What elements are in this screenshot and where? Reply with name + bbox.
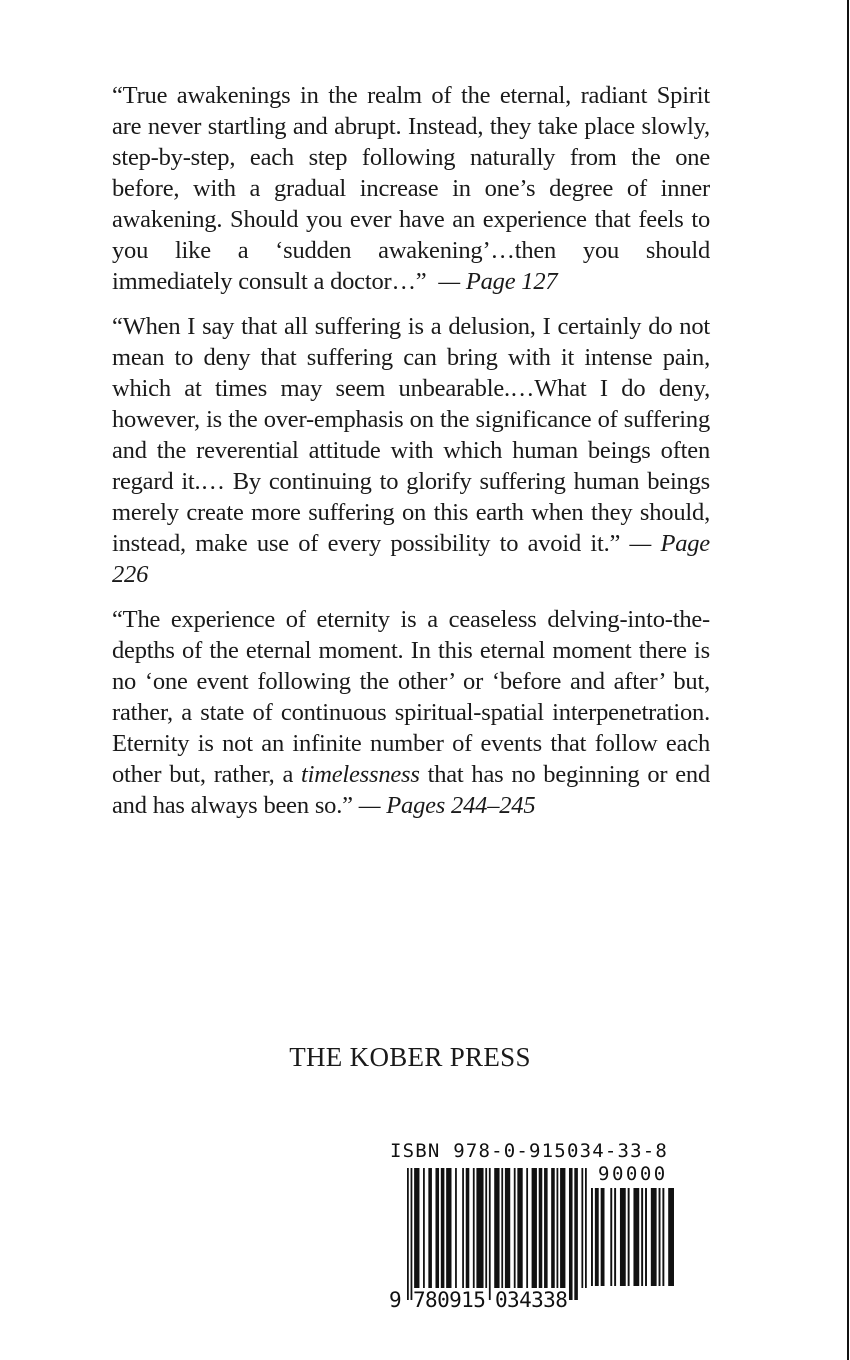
barcode-bar: [407, 1168, 409, 1300]
barcode-bar: [610, 1188, 612, 1286]
barcode-bar: [494, 1168, 499, 1288]
barcode-bar: [595, 1188, 599, 1286]
barcode-bar: [532, 1168, 537, 1288]
quote-3-citation: — Pages 244–245: [358, 792, 536, 819]
barcode-bar: [591, 1188, 593, 1286]
barcode-bar: [551, 1168, 555, 1288]
barcode-bar: [517, 1168, 522, 1288]
barcode-bar: [614, 1188, 616, 1286]
barcode-bar: [560, 1168, 565, 1288]
barcode-bar: [455, 1168, 457, 1288]
barcode-main-bars: [407, 1168, 587, 1300]
barcode-bar: [659, 1188, 661, 1286]
barcode-addon-digits: 90000: [598, 1163, 668, 1185]
barcode-bar: [446, 1168, 451, 1288]
barcode-bar: [485, 1168, 487, 1288]
barcode-right-digits: 034338: [495, 1288, 568, 1312]
barcode-bar: [501, 1168, 503, 1288]
barcode-bar: [581, 1168, 583, 1288]
barcode-bar: [435, 1168, 439, 1288]
barcode-bar: [585, 1168, 587, 1288]
barcode-bar: [473, 1168, 475, 1288]
barcode-bar: [414, 1168, 419, 1288]
barcode-bar: [569, 1168, 573, 1300]
barcode-bar: [411, 1168, 413, 1300]
barcode-bar: [423, 1168, 425, 1288]
quote-2-text: “When I say that all suffering is a delusion, I certainly do not mean to deny that suffering can bring with it intense pain, which at times may seem unbearable.…What I do deny, however, is the over-emphasis on the significance of suffering and the reverential attitude with which human beings often regard it.… By continuing to glorify suffering human beings merely create more suffering on this earth when they should, instead, make use of every possibility to avoid it.”: [112, 313, 710, 557]
quote-3-text-after: that has no beginning or end and has always been so.”: [112, 761, 710, 819]
barcode-bar: [526, 1168, 528, 1288]
barcode-bar: [539, 1168, 543, 1288]
barcode-bar: [641, 1188, 643, 1286]
barcode-bar: [462, 1168, 464, 1288]
publisher-name: THE KOBER PRESS: [289, 1042, 531, 1072]
barcode-bar: [633, 1188, 639, 1286]
quote-3-emphasis: timelessness: [300, 761, 420, 788]
barcode-bar: [489, 1168, 491, 1300]
barcode-addon-bars: [591, 1188, 674, 1286]
barcode-bar: [544, 1168, 548, 1288]
barcode-bar: [668, 1188, 674, 1286]
quote-3-text-before: “The experience of eternity is a ceaseless delving-into-the-depths of the eternal moment. In this eternal moment there is no ‘one event following the other’ or ‘before and after’ but, rather, a state of continuous spiritual-spatial interpenetration. Eternity is not an infinite number of events that follow each other but, rather, a: [112, 606, 710, 788]
barcode-bar: [441, 1168, 445, 1288]
barcode-bar: [601, 1188, 605, 1286]
barcode-bar: [574, 1168, 578, 1300]
quote-2-citation: — Page 226: [112, 530, 710, 588]
quote-1-text: “True awakenings in the realm of the eternal, radiant Spirit are never startling and abrupt. Instead, they take place slowly, step-by-step, each step following naturally from the one before, with a gradual increase in one’s degree of inner awakening. Should you ever have an experience that feels to you like a ‘sudden awakening’…then you should immediately consult a doctor…”: [112, 82, 710, 295]
quote-1-citation: — Page 127: [438, 268, 558, 295]
barcode-bar: [645, 1188, 647, 1286]
isbn-label: ISBN 978-0-915034-33-8: [390, 1140, 669, 1162]
barcode-bar: [620, 1188, 626, 1286]
barcode-bar: [428, 1168, 432, 1288]
barcode-bar: [557, 1168, 559, 1288]
barcode-bar: [505, 1168, 510, 1288]
barcode-bar: [514, 1168, 516, 1288]
barcode-bar: [476, 1168, 483, 1288]
barcode-bar: [651, 1188, 657, 1286]
barcode-left-digits: 780915: [413, 1288, 486, 1312]
barcode-bar: [662, 1188, 664, 1286]
barcode-bar: [628, 1188, 630, 1286]
barcode-lead-digit: 9: [389, 1288, 402, 1312]
barcode-bar: [466, 1168, 470, 1288]
